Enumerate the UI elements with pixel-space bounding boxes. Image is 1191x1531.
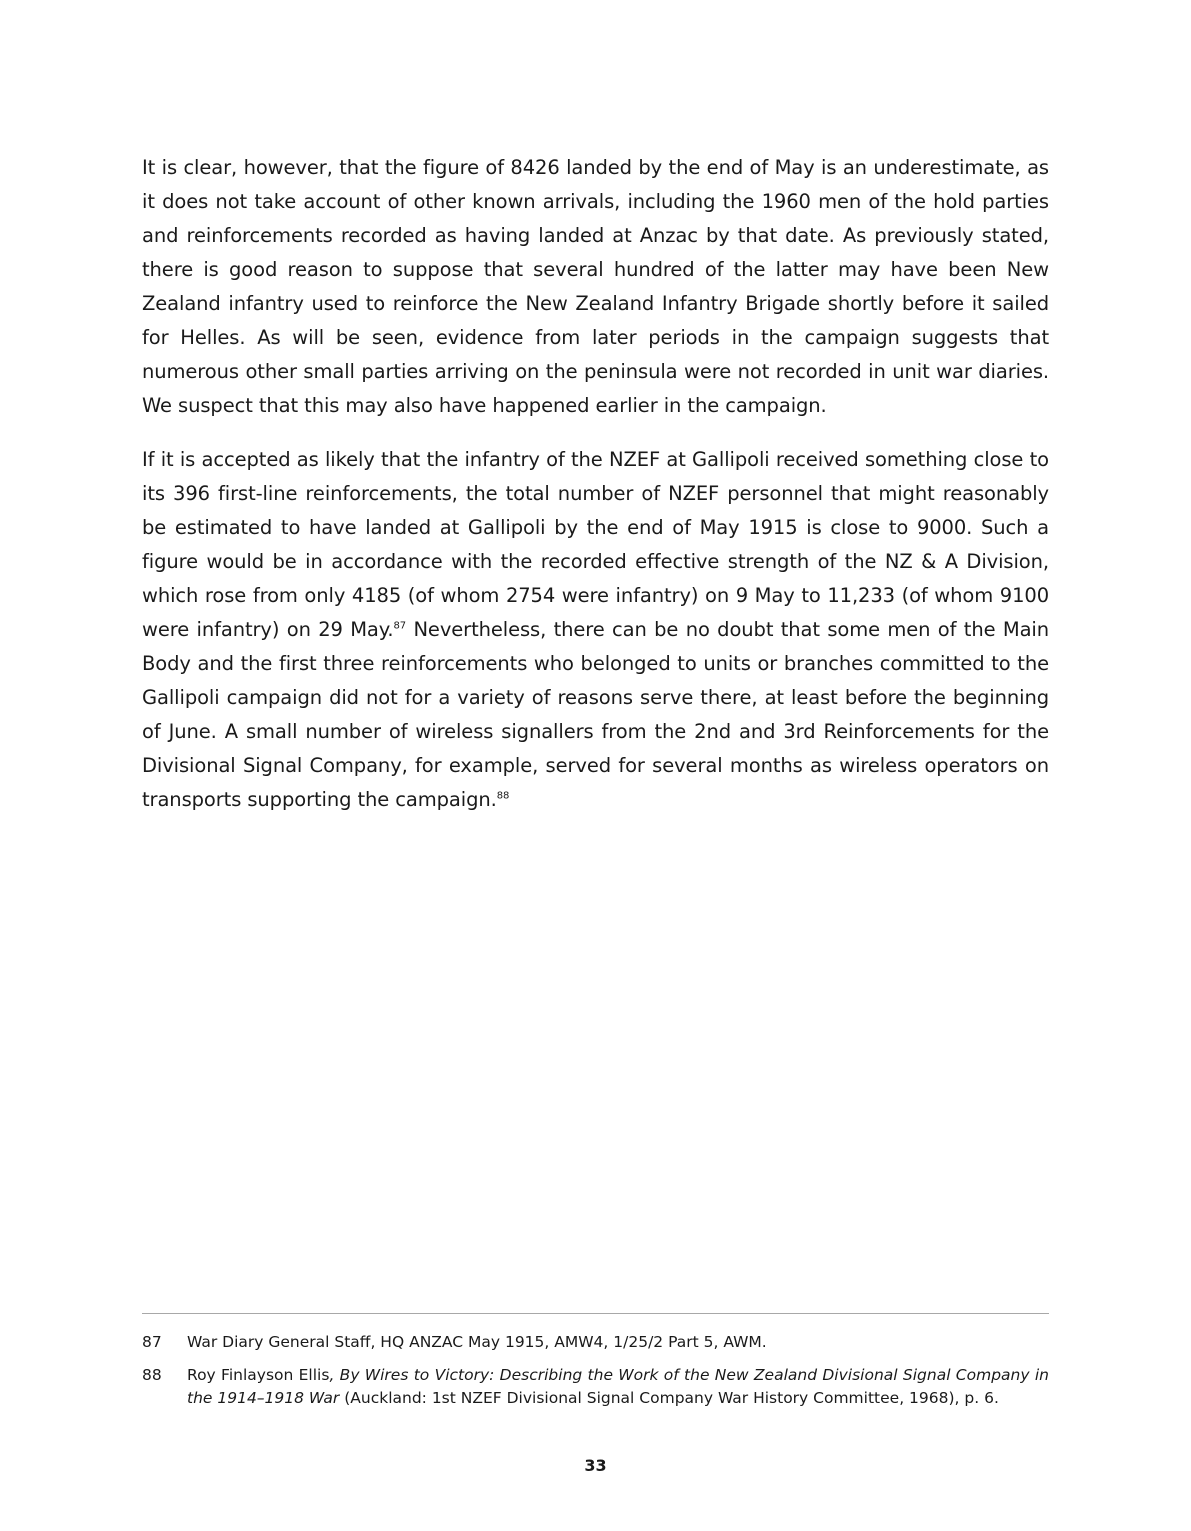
footnote-87 bbox=[142, 1331, 1049, 1354]
footnote-ref-88[interactable]: 88 bbox=[496, 790, 510, 802]
footnote-number: 88 bbox=[142, 1366, 162, 1384]
paragraph-2 bbox=[142, 443, 1049, 817]
footnote-ref-87[interactable]: 87 bbox=[393, 620, 407, 632]
footnote-text: War Diary General Staff, HQ ANZAC May 1915, AMW4, 1/25/2 Part 5, AWM. bbox=[187, 1333, 767, 1351]
paragraph-2-part-2: Nevertheless, there can be no doubt that some men of the Main Body and the first three reinforcements who belonged to units or branches committed to the Gallipoli campaign did not for a variety of reasons serve there, at least before the beginning of June. A small number of wireless signallers from the 2nd and 3rd Reinforcements for the Divisional Signal Company, for example, served for several months as wireless operators on transports supporting the campaign. bbox=[142, 618, 1049, 811]
footnote-number: 87 bbox=[142, 1333, 162, 1351]
footnote-88 bbox=[142, 1364, 1049, 1410]
footnote-text bbox=[187, 1364, 1049, 1410]
paragraph-2-part-1: If it is accepted as likely that the infantry of the NZEF at Gallipoli received something close to its 396 first-line reinforcements, the total number of NZEF personnel that might reasonably be estimated to have landed at Gallipoli by the end of May 1915 is close to 9000. Such a figure would be in accordance with the recorded effective strength of the NZ & A Division, which rose from only 4185 (of whom 2754 were infantry) on 9 May to 11,233 (of whom 9100 were infantry) on 29 May. bbox=[142, 448, 1049, 641]
paragraph-1: It is clear, however, that the figure of 8426 landed by the end of May is an underestimate, as it does not take account of other known arrivals, including the 1960 men of the hold parties and reinforcements recorded as having landed at Anzac by that date. As previously stated, there is good reason to suppose that several hundred of the latter may have been New Zealand infantry used to reinforce the New Zealand Infantry Brigade shortly before it sailed for Helles. As will be seen, evidence from later periods in the campaign suggests that numerous other small parties arriving on the peninsula were not recorded in unit war diaries. We suspect that this may also have happened earlier in the campaign. bbox=[142, 156, 1049, 417]
footnote-publication: (Auckland: 1st NZEF Divisional Signal Company War History Committee, 1968), p. 6. bbox=[339, 1389, 999, 1407]
footnotes bbox=[142, 1331, 1049, 1420]
body-text bbox=[142, 151, 1049, 837]
footnote-divider bbox=[142, 1313, 1049, 1314]
footnote-book-title: , By Wires to Victory: Describing the Work of the New Zealand Divisional Signal Company in the 1914–1918 War bbox=[187, 1366, 1049, 1407]
page-number: 33 bbox=[584, 1456, 607, 1475]
footnote-author: Roy Finlayson Ellis bbox=[187, 1366, 330, 1384]
